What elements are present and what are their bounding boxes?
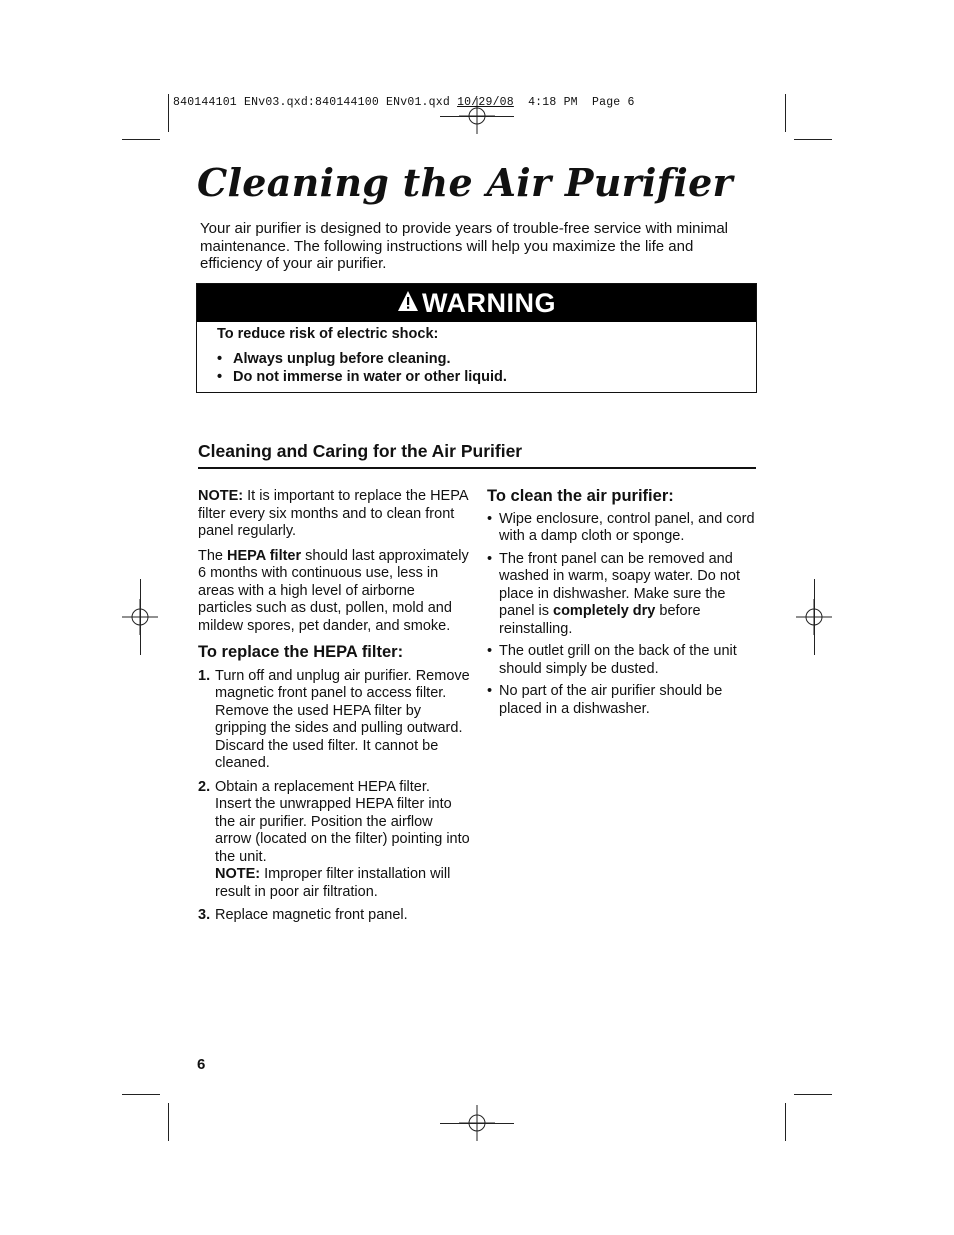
crop-mark: [122, 139, 160, 140]
bullet-icon: •: [217, 369, 223, 385]
bullet-icon: •: [487, 510, 493, 527]
clean-heading: To clean the air purifier:: [487, 487, 674, 505]
clean-item-text: The front panel can be removed and washed in warm, soapy water. Do not place in dishwasher. Make sure the panel is: [499, 550, 740, 619]
step-text: Obtain a replacement HEPA filter. Insert the unwrapped HEPA filter into the air purifier. Position the airflow arrow (located on the filter) pointing into the unit.: [215, 778, 470, 865]
step-number: 1.: [198, 667, 211, 684]
clean-item-text: No part of the air purifier should be placed in a dishwasher.: [499, 683, 723, 717]
hepa-paragraph: [198, 548, 470, 636]
crop-mark: [794, 1094, 832, 1095]
note-paragraph: [198, 488, 470, 541]
crop-mark: [785, 94, 786, 132]
page-title: Cleaning the Air Purifier: [197, 160, 733, 205]
crop-mark: [794, 139, 832, 140]
slug-date: 10/29/08: [457, 96, 514, 109]
step-item: [198, 668, 470, 773]
right-column: [487, 488, 757, 718]
slug-time-page: 4:18 PM Page 6: [528, 96, 635, 109]
warning-item: [217, 368, 736, 386]
warning-header: [197, 284, 756, 322]
step-text: Turn off and unplug air purifier. Remove magnetic front panel to access filter. Remove the used HEPA filter by gripping the sides and pulling outward. Discard the used filter. It cannot be cleaned.: [215, 667, 470, 771]
step-number: 2.: [198, 778, 211, 795]
crop-mark: [122, 1094, 160, 1095]
clean-item: [487, 551, 757, 639]
clean-item-text: The outlet grill on the back of the unit should simply be dusted.: [499, 643, 737, 677]
clean-item: [487, 643, 757, 678]
step-number: 3.: [198, 907, 211, 923]
clean-item-bold: completely dry: [553, 603, 656, 619]
crop-mark: [140, 579, 141, 655]
warning-body: [197, 322, 756, 386]
step-note-text: Improper filter installation will result in poor air filtration.: [215, 866, 451, 900]
note-text: It is important to replace the HEPA filter every six months and to clean front panel regularly.: [198, 488, 468, 539]
bullet-icon: •: [487, 643, 493, 659]
step-note-label: NOTE:: [215, 866, 261, 882]
hepa-text-bold: HEPA filter: [227, 547, 302, 564]
section-title: Cleaning and Caring for the Air Purifier: [198, 441, 756, 469]
warning-item-text: Always unplug before cleaning.: [233, 351, 451, 367]
crop-mark: [168, 1103, 169, 1141]
crop-mark: [440, 1123, 514, 1124]
clean-item: [487, 511, 757, 546]
crop-mark: [785, 1103, 786, 1141]
bullet-icon: •: [487, 683, 493, 699]
left-column: [198, 488, 470, 925]
clean-item-text-after: before reinstalling.: [499, 603, 701, 637]
hepa-text-pre: The: [198, 547, 228, 564]
replace-filter-heading: To replace the HEPA filter:: [198, 643, 404, 661]
note-label: NOTE:: [198, 488, 244, 504]
warning-lead: To reduce risk of electric shock:: [217, 326, 439, 342]
intro-paragraph: Your air purifier is designed to provide years of trouble-free service with minimal maintenance. The following instructions will help you maximize the life and efficiency of your air purifier.: [200, 220, 729, 272]
clean-item: [487, 683, 757, 718]
slug-filename: 840144101 ENv03.qxd:840144100 ENv01.qxd: [173, 96, 450, 109]
warning-heading: WARNING: [422, 287, 556, 318]
warning-item: [217, 350, 736, 368]
bullet-icon: •: [487, 550, 493, 567]
crop-mark: [440, 116, 514, 117]
crop-mark: [814, 579, 815, 655]
step-item: [198, 907, 470, 925]
clean-item-text: Wipe enclosure, control panel, and cord with a damp cloth or sponge.: [499, 510, 755, 544]
warning-list: [217, 350, 736, 386]
warning-box: [196, 283, 757, 393]
warning-item-text: Do not immerse in water or other liquid.: [233, 369, 507, 385]
step-text: Replace magnetic front panel.: [215, 907, 408, 923]
step-item: [198, 779, 470, 902]
warning-triangle-icon: [397, 289, 419, 317]
crop-mark: [168, 94, 169, 132]
file-slug: [173, 96, 635, 109]
page-number: 6: [197, 1056, 206, 1073]
bullet-icon: •: [217, 351, 223, 367]
hepa-text-post: should last approximately 6 months with continuous use, less in areas with a high level of airborne particles such as dust, pollen, mold and mildew spores, pet dander, and smoke.: [198, 547, 469, 634]
